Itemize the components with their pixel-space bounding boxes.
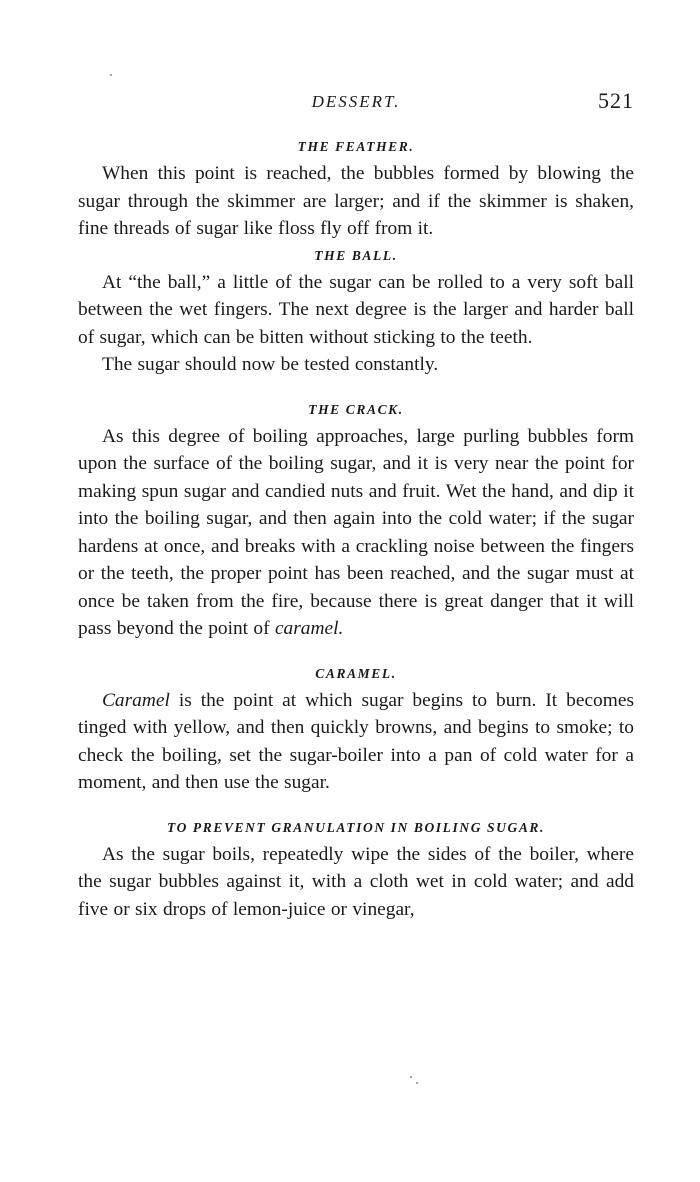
paragraph-ball: At “the ball,” a little of the sugar can be rolled to a very soft ball between the wet fingers. The next degree is the larger and harder ball of sugar, which can be bitten without sticking to the teeth.: [78, 271, 634, 348]
print-speck: [110, 74, 112, 76]
paragraph-caramel-text: is the point at which sugar begins to burn. It becomes tinged with yellow, and then quickly browns, and begins to smoke; to check the boiling, set the sugar-boiler into a pan of cold water for a moment, and then use the sugar.: [78, 689, 634, 793]
paragraph-caramel: [78, 687, 634, 797]
running-head: [78, 88, 634, 122]
paragraph-feather: When this point is reached, the bubbles formed by blowing the sugar through the skimmer are larger; and if the skimmer is shaken, fine threads of sugar like floss fly off from it.: [78, 163, 634, 239]
book-page: [78, 88, 634, 923]
section-heading-granulation: TO PREVENT GRANULATION IN BOILING SUGAR.: [166, 819, 546, 835]
paragraph-crack: [78, 423, 634, 643]
section-heading-crack: THE CRACK.: [308, 401, 404, 417]
print-speck: [416, 1082, 418, 1084]
section-heading-ball: THE BALL.: [314, 247, 398, 263]
print-speck: [410, 1076, 412, 1078]
paragraph-ball-test: The sugar should now be tested constantly.: [102, 354, 439, 375]
paragraph-granulation: As the sugar boils, repeatedly wipe the sides of the boiler, where the sugar bubbles against it, with a cloth wet in cold water; and add five or six drops of lemon-juice or vinegar,: [78, 843, 634, 920]
section-heading-feather: THE FEATHER.: [297, 139, 415, 154]
running-title: DESSERT.: [311, 92, 401, 111]
emphasis-caramel-end: caramel.: [274, 618, 344, 639]
paragraph-crack-text: As this degree of boiling approaches, large purling bubbles form upon the surface of the boiling sugar, and it is very near the point for making spun sugar and candied nuts and fruit. Wet the hand, and dip it into the boiling sugar, and then again into the cold water; if the sugar hardens at once, and breaks with a crackling noise between the fingers or the teeth, the proper point has been reached, and the sugar must at once be taken from the fire, because there is great danger that it will pass beyond the point of: [78, 425, 634, 639]
emphasis-caramel-start: Caramel: [102, 689, 170, 711]
page-number: 521: [598, 88, 634, 113]
section-heading-caramel: CARAMEL.: [315, 665, 397, 681]
